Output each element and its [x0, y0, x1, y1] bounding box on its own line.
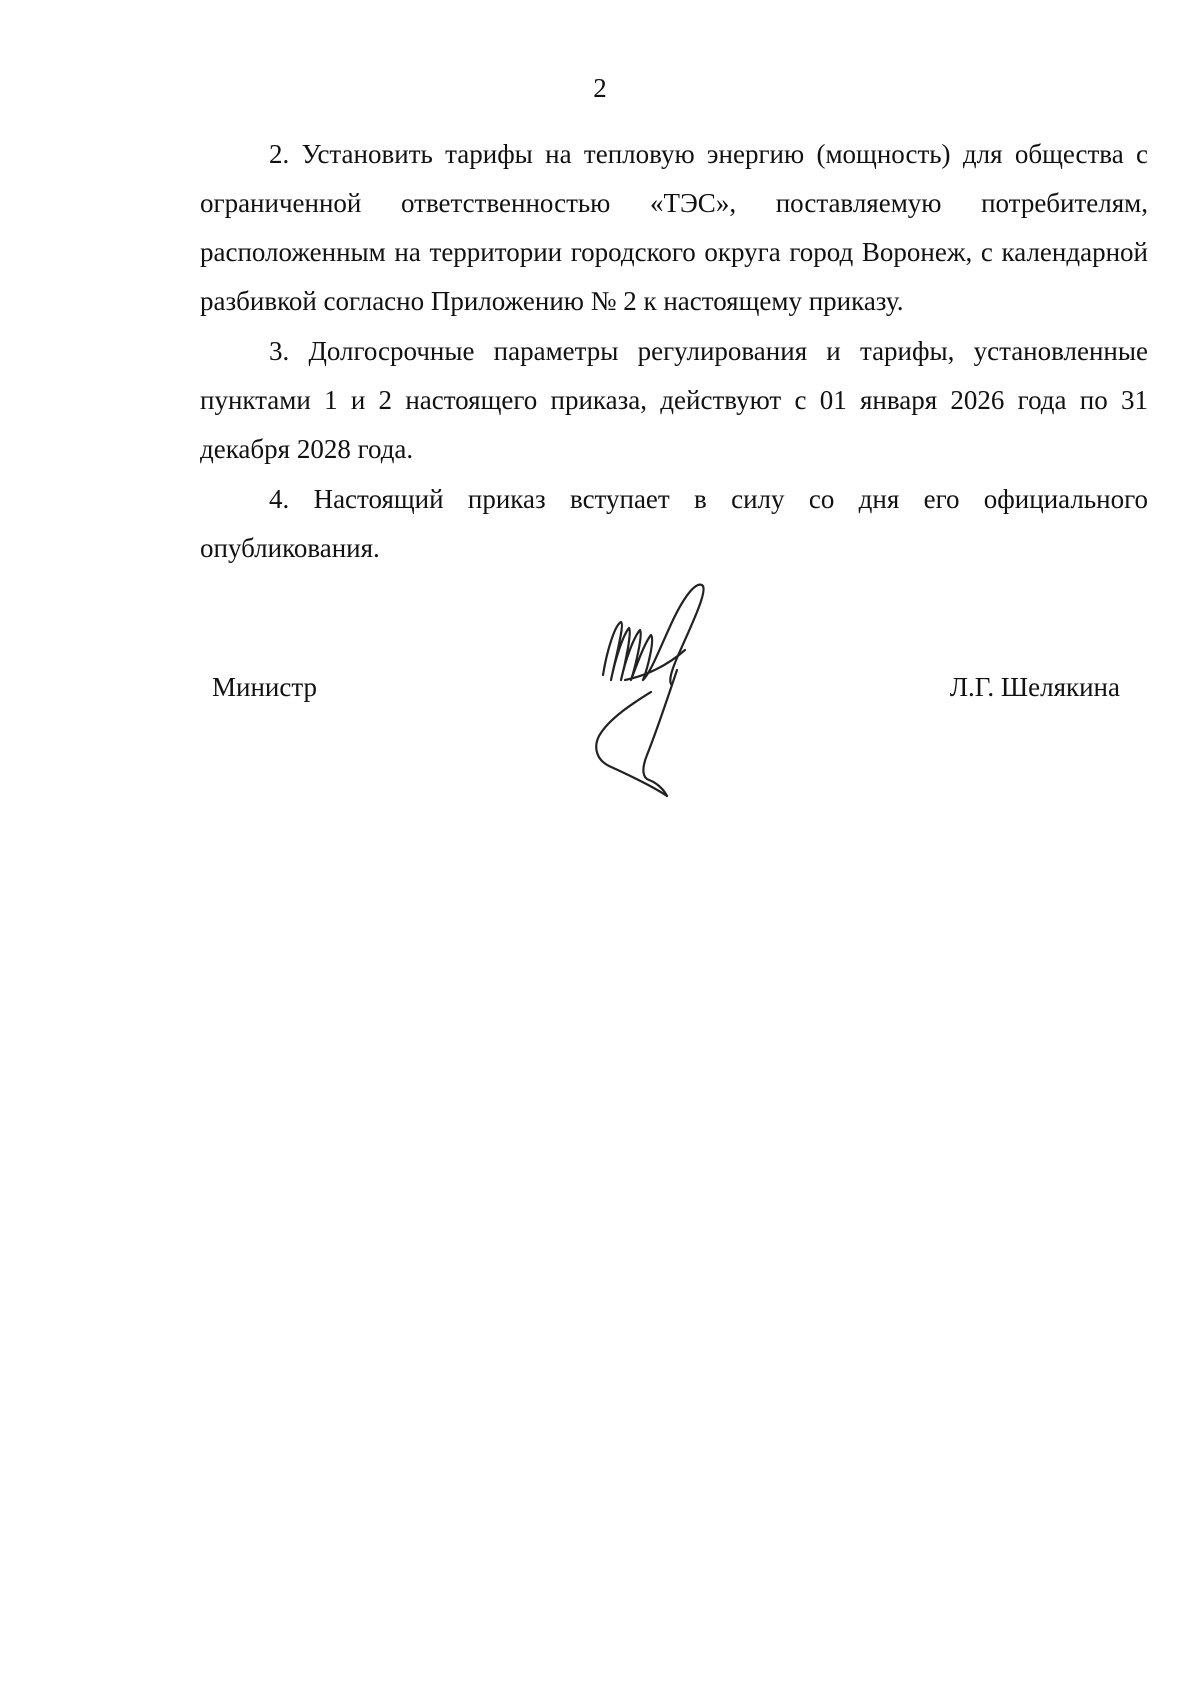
paragraph-item-2: 2. Установить тарифы на тепловую энергию (мощность) для общества с ограниченной ответственностью «ТЭС», поставляемую потребителям, расположенным на территории городского округа город Воронеж, с календарной разбивкой согласно Приложению № 2 к настоящему приказу.: [200, 139, 1148, 316]
paragraph-item-3: 3. Долгосрочные параметры регулирования и тарифы, установленные пунктами 1 и 2 настоящего приказа, действуют с 01 января 2026 года по 31 декабря 2028 года.: [200, 336, 1148, 464]
paragraph-item-4: 4. Настоящий приказ вступает в силу со дня его официального опубликования.: [200, 484, 1148, 563]
signer-position: Министр: [212, 672, 317, 702]
page-number: 2: [593, 73, 607, 103]
signer-name: Л.Г. Шелякина: [949, 672, 1120, 702]
handwritten-signature: [585, 580, 745, 800]
document-body: [200, 130, 1148, 574]
